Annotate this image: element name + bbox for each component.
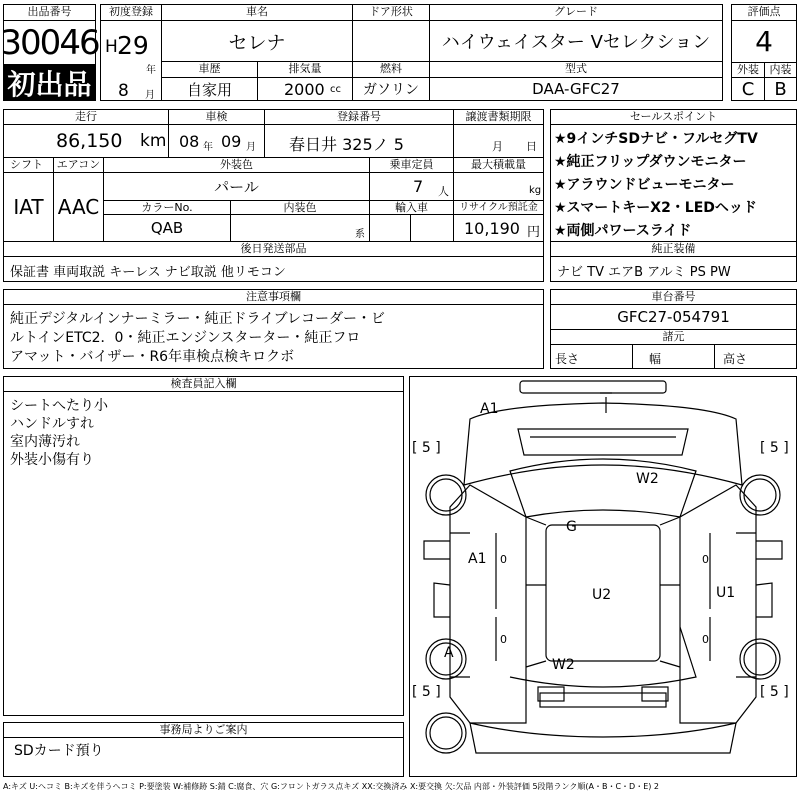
legend-text: A:キズ U:ヘコミ B:キズを伴うヘコミ P:要塗装 W:補修跡 S:錆 C:腐食、穴 G:フロントガラス点キズ XX:交換済み X:要交換 欠:欠品 内部・外装評価 5段階ランク順(A・B・C・D・E) 2	[3, 782, 660, 791]
diagram-mark-a: A	[444, 645, 454, 661]
mileage-value: 86,150	[56, 130, 123, 152]
fuel-header: 燃料	[352, 61, 430, 78]
score-header: 評価点	[731, 4, 797, 21]
displacement-header: 排気量	[257, 61, 353, 78]
ac-value: AAC	[53, 172, 104, 242]
lot-no-value: 30046	[0, 22, 99, 63]
ext-color-value: パール	[103, 172, 370, 201]
inspector-header: 検査員記入欄	[3, 376, 404, 392]
color-no-header: カラーNo.	[103, 200, 231, 215]
displacement-cell	[257, 77, 353, 101]
import-header: 輸入車	[369, 200, 454, 215]
first-reg-year: 29	[117, 31, 149, 60]
height-label: 高さ	[723, 352, 748, 366]
recycle-header: リサイクル預託金	[453, 200, 544, 215]
tire-front-left	[426, 475, 466, 515]
car-name-value: セレナ	[161, 20, 353, 62]
width-cell	[632, 344, 715, 369]
transfer-day-unit: 日	[526, 140, 537, 153]
office-header: 事務局よりご案内	[3, 722, 404, 738]
grade-value: ハイウェイスター Vセレクション	[429, 20, 723, 62]
windshield	[510, 459, 696, 517]
sales-point-3: ★アラウンドビューモニター	[554, 177, 735, 193]
chassis-header: 車台番号	[550, 289, 797, 305]
diagram-zero-1: 0	[500, 553, 507, 566]
plate-value: 春日井 325ノ 5	[289, 135, 404, 154]
mileage-unit: km	[140, 131, 167, 151]
sales-point-2: ★純正フリップダウンモニター	[554, 154, 747, 170]
door-header: ドア形状	[352, 4, 430, 21]
history-value: 自家用	[161, 77, 258, 101]
int-color-unit: 系	[355, 229, 365, 240]
lot-no-cell	[0, 20, 99, 65]
equipment-header: 純正装備	[550, 241, 797, 257]
office-value: SDカード預り	[14, 743, 104, 759]
capacity-header: 乗車定員	[369, 157, 454, 173]
transfer-header: 譲渡書類期限	[453, 109, 544, 125]
max-load-header: 最大積載量	[453, 157, 544, 173]
import-cell-a	[369, 214, 411, 242]
int-grade-header: 内装	[764, 62, 797, 78]
notes-line-1: 純正デジタルインナーミラー・純正ドライブレコーダー・ビ	[10, 311, 386, 327]
diagram-mark-a1-front: A1	[480, 401, 499, 417]
first-reg-cell	[100, 20, 162, 101]
length-label: 長さ	[555, 352, 580, 366]
tire-rear-right	[740, 639, 780, 679]
first-reg-month-unit: 月	[145, 90, 155, 101]
width-label: 幅	[649, 352, 662, 366]
notes-cell	[3, 304, 544, 369]
capacity-value: 7	[413, 177, 424, 196]
right-side	[680, 485, 756, 723]
inspection-year-unit: 年	[203, 142, 213, 153]
color-no-value: QAB	[103, 214, 231, 242]
inspector-cell	[3, 391, 404, 716]
sales-points-header: セールスポイント	[550, 109, 797, 125]
diagram-mark-w2-rear: W2	[552, 657, 575, 673]
int-grade-value: B	[764, 77, 797, 101]
shift-value: IAT	[3, 172, 54, 242]
displacement-value: 2000	[284, 80, 325, 99]
inspector-line-3: 室内薄汚れ	[10, 434, 80, 450]
rear-window	[510, 627, 696, 687]
inspection-header: 車検	[168, 109, 265, 125]
max-load-cell	[453, 172, 544, 201]
int-color-header: 内装色	[230, 200, 370, 215]
sales-point-5: ★両側パワースライド	[554, 223, 692, 239]
spare-tire	[426, 713, 466, 753]
sales-point-1: ★9インチSDナビ・フルセグTV	[554, 131, 758, 147]
displacement-unit: cc	[330, 84, 341, 95]
later-items-value: 保証書 車両取説 キーレス ナビ取説 他リモコン	[10, 265, 286, 280]
diagram-zero-3: 0	[500, 633, 507, 646]
notes-line-3: アマット・バイザー・R6年車検点検キロクボ	[10, 349, 295, 365]
car-diagram-panel	[409, 376, 797, 777]
model-header: 型式	[429, 61, 723, 78]
height-cell	[714, 344, 797, 369]
first-reg-era: H	[105, 37, 118, 57]
inspection-cell	[168, 124, 265, 158]
inspection-month: 09	[221, 132, 242, 151]
ext-grade-value: C	[731, 77, 765, 101]
inspection-year: 08	[179, 132, 200, 151]
transfer-month-unit: 月	[492, 140, 503, 153]
equipment-cell	[550, 256, 797, 282]
recycle-value: 10,190	[464, 219, 520, 238]
capacity-unit: 人	[438, 185, 449, 198]
inspector-line-4: 外装小傷有り	[10, 452, 94, 468]
grade-header: グレード	[429, 4, 723, 21]
plate-header: 登録番号	[264, 109, 454, 125]
transfer-cell	[453, 124, 544, 158]
diagram-mark-g: G	[566, 519, 577, 535]
diagram-mark-u2: U2	[592, 587, 612, 603]
car-name-header: 車名	[161, 4, 353, 21]
inspector-line-1: シートへたり小	[10, 398, 108, 414]
ext-color-header: 外装色	[103, 157, 370, 173]
tire-tread-front-left: [ 5 ]	[412, 440, 441, 456]
model-value: DAA-GFC27	[429, 77, 723, 101]
left-side	[450, 485, 526, 723]
car-diagram	[410, 377, 796, 776]
mileage-cell	[3, 124, 169, 158]
notes-header: 注意事項欄	[3, 289, 544, 305]
tire-front-right	[740, 475, 780, 515]
first-listing-badge: 初出品	[3, 64, 96, 101]
dimensions-header: 諸元	[550, 329, 797, 345]
door-value	[352, 20, 430, 62]
diagram-mark-a1-left: A1	[468, 551, 487, 567]
recycle-unit: 円	[527, 225, 541, 240]
diagram-zero-4: 0	[702, 633, 709, 646]
recycle-cell	[453, 214, 544, 242]
mileage-header: 走行	[3, 109, 169, 125]
fuel-value: ガソリン	[352, 77, 430, 101]
tire-tread-rear-right: [ 5 ]	[760, 684, 789, 700]
hood-outline	[464, 403, 742, 485]
first-reg-year-unit: 年	[146, 65, 156, 76]
lot-no-header: 出品番号	[3, 4, 96, 21]
tire-tread-rear-left: [ 5 ]	[412, 684, 441, 700]
chassis-value: GFC27-054791	[550, 304, 797, 330]
first-reg-header: 初度登録	[100, 4, 162, 21]
notes-line-2: ルトインETC2．0・純正エンジンスターター・純正フロ	[10, 330, 361, 346]
capacity-cell	[369, 172, 454, 201]
first-reg-month: 8	[118, 81, 129, 101]
max-load-unit: kg	[529, 185, 542, 196]
front-bumper-top	[520, 381, 666, 393]
score-value: 4	[731, 20, 797, 63]
import-cell-b	[410, 214, 454, 242]
equipment-value: ナビ TV エアB アルミ PS PW	[557, 265, 731, 280]
plate-cell	[264, 124, 454, 158]
diagram-zero-2: 0	[702, 553, 709, 566]
tailgate-handle	[540, 693, 666, 707]
tire-tread-front-right: [ 5 ]	[760, 440, 789, 456]
diagram-mark-w2: W2	[636, 471, 659, 487]
rear-bumper	[470, 723, 736, 753]
history-header: 車歴	[161, 61, 258, 78]
office-cell	[3, 737, 404, 777]
diagram-mark-u1: U1	[716, 585, 736, 601]
sales-point-4: ★スマートキーX2・LEDヘッド	[554, 200, 757, 216]
later-items-header: 後日発送部品	[3, 241, 544, 257]
windshield-upper	[518, 429, 688, 455]
inspection-month-unit: 月	[246, 142, 256, 153]
length-cell	[550, 344, 633, 369]
ext-grade-header: 外装	[731, 62, 765, 78]
later-items-cell	[3, 256, 544, 282]
ac-header: エアコン	[53, 157, 104, 173]
inspector-line-2: ハンドルすれ	[10, 416, 94, 432]
sales-points-cell	[550, 124, 797, 242]
shift-header: シフト	[3, 157, 54, 173]
int-color-cell	[230, 214, 370, 242]
